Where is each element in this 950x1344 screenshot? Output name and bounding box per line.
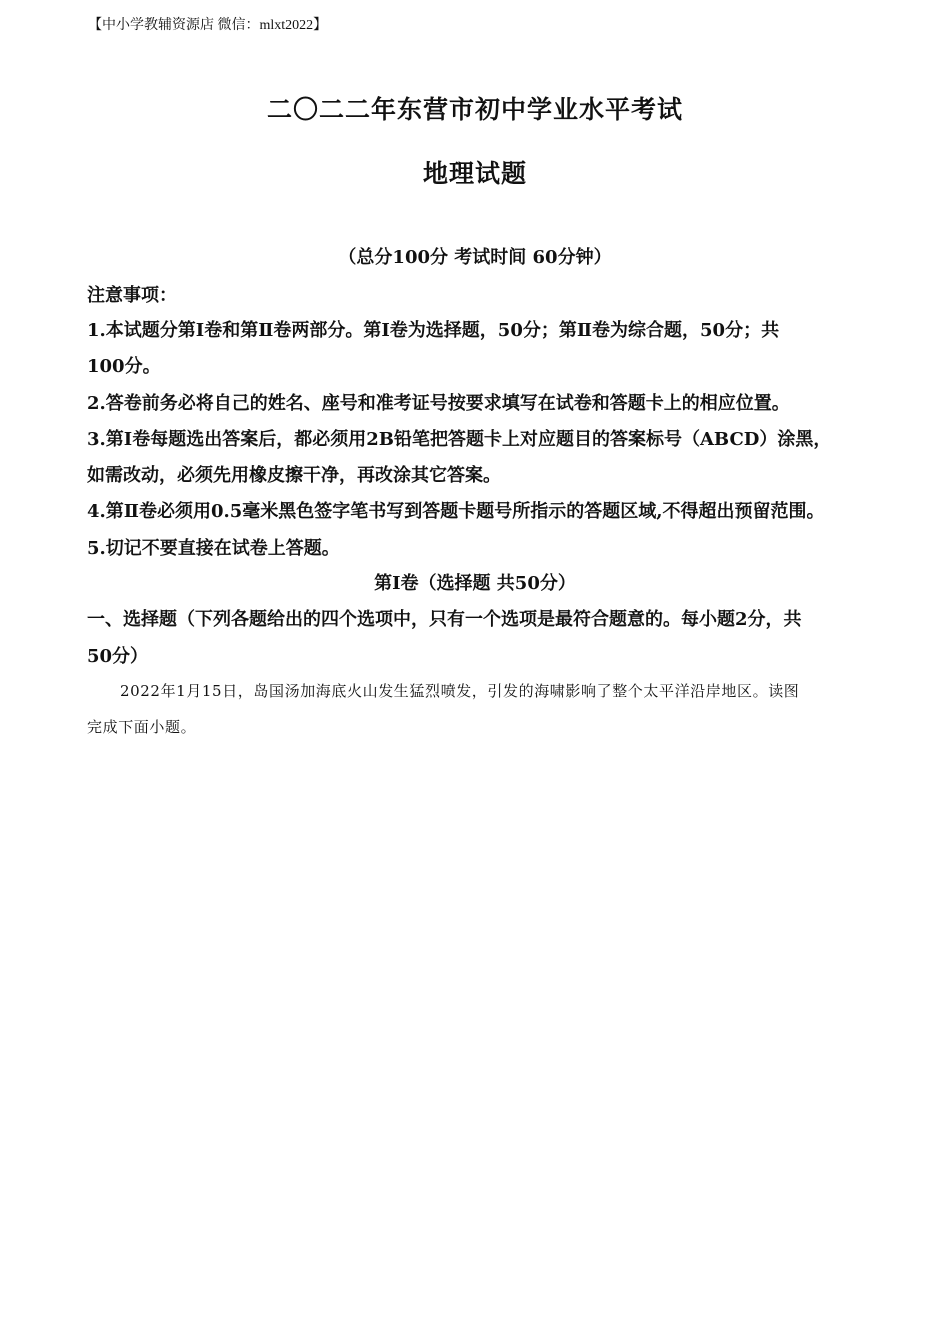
notice-item-1-line-2: 100分。 bbox=[87, 356, 161, 377]
section-1-instruction-line-2: 50分） bbox=[87, 646, 149, 667]
score-time-note: （总分100分 考试时间 60分钟） bbox=[338, 247, 612, 268]
exam-title: 二〇二二年东营市初中学业水平考试 bbox=[266, 95, 683, 124]
part-1-title: 第Ⅰ卷（选择题 共50分） bbox=[374, 573, 576, 594]
notice-item-2: 2.答卷前务必将自己的姓名、座号和准考证号按要求填写在试卷和答题卡上的相应位置。 bbox=[87, 393, 790, 414]
header-note: 【中小学教辅资源店 微信：mlxt2022】 bbox=[88, 18, 328, 33]
notice-item-1-line-1: 1.本试题分第Ⅰ卷和第Ⅱ卷两部分。第Ⅰ卷为选择题，50分；第Ⅱ卷为综合题，50分；共 bbox=[87, 320, 780, 341]
subject-title: 地理试题 bbox=[422, 159, 527, 188]
notice-heading: 注意事项： bbox=[87, 285, 177, 306]
passage-line-2: 完成下面小题。 bbox=[87, 718, 197, 736]
passage-line-1: 2022年1月15日，岛国汤加海底火山发生猛烈喷发，引发的海啸影响了整个太平洋沿岸地区。读图 bbox=[120, 682, 800, 700]
section-1-instruction-line-1: 一、选择题（下列各题给出的四个选项中，只有一个选项是最符合题意的。每小题2分，共 bbox=[87, 609, 802, 630]
notice-item-3-line-2: 如需改动，必须先用橡皮擦干净，再改涂其它答案。 bbox=[87, 465, 501, 486]
notice-item-3-line-1: 3.第Ⅰ卷每题选出答案后，都必须用2B铅笔把答题卡上对应题目的答案标号（ABCD）涂黑， bbox=[87, 429, 832, 450]
notice-item-5: 5.切记不要直接在试卷上答题。 bbox=[87, 538, 340, 559]
notice-item-4: 4.第Ⅱ卷必须用0.5毫米黑色签字笔书写到答题卡题号所指示的答题区域,不得超出预留范围。 bbox=[87, 501, 825, 522]
